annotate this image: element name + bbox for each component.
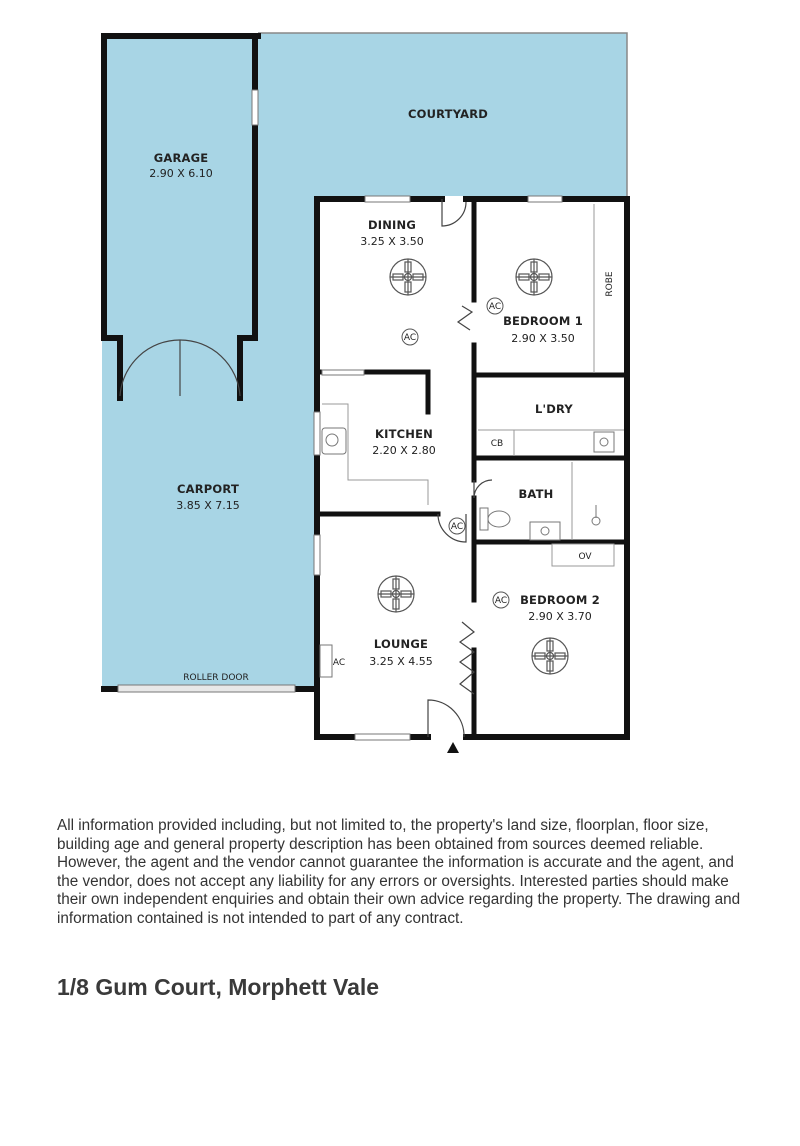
- carport-label: CARPORT: [177, 482, 239, 496]
- ac-vent-label: AC: [488, 302, 502, 312]
- ceiling-fan-icon: [532, 638, 568, 674]
- interior-walls: [320, 199, 627, 737]
- bedroom1-label: BEDROOM 1: [503, 314, 583, 328]
- robe-label: ROBE: [605, 271, 615, 297]
- laundry-tub-icon: [594, 432, 614, 452]
- bath-label: BATH: [518, 487, 554, 501]
- ac-vent-label: AC: [450, 522, 464, 532]
- dining-label: DINING: [368, 218, 416, 232]
- ac-vent-label: AC: [403, 333, 417, 343]
- ceiling-fan-icon: [390, 259, 426, 295]
- roller-door: [118, 685, 295, 692]
- entry-arrow: [447, 742, 459, 753]
- carport-area: [102, 193, 314, 688]
- kitchen-dims: 2.20 X 2.80: [372, 444, 436, 457]
- carport-dims: 3.85 X 7.15: [176, 499, 240, 512]
- ac-unit-label: AC: [332, 658, 346, 668]
- dining-dims: 3.25 X 3.50: [360, 235, 424, 248]
- toilet-icon: [480, 508, 510, 530]
- courtyard-label: COURTYARD: [407, 107, 489, 121]
- lounge-label: LOUNGE: [373, 637, 429, 651]
- vanity-icon: [530, 522, 560, 540]
- ceiling-fan-icon: [378, 576, 414, 612]
- bedroom2-label: BEDROOM 2: [520, 593, 600, 607]
- doors: [428, 199, 492, 737]
- roller-door-label: ROLLER DOOR: [183, 673, 249, 683]
- basin-icon: [541, 527, 549, 535]
- bedroom1-dims: 2.90 X 3.50: [511, 332, 575, 345]
- laundry-tub-drain-icon: [600, 438, 608, 446]
- cb-label: CB: [490, 439, 504, 449]
- laundry-label: L'DRY: [535, 402, 573, 416]
- garage-dims: 2.90 X 6.10: [149, 167, 213, 180]
- oven-label: OV: [578, 552, 592, 562]
- lounge-dims: 3.25 X 4.55: [369, 655, 433, 668]
- garage-label: GARAGE: [153, 151, 209, 165]
- ceiling-fan-icon: [516, 259, 552, 295]
- sink-basin-icon: [326, 434, 338, 446]
- garage-window: [252, 90, 258, 125]
- shower-icon: [592, 505, 600, 525]
- property-address: 1/8 Gum Court, Morphett Vale: [57, 974, 380, 1000]
- ac-unit-box: [320, 645, 332, 677]
- ac-vent-label: AC: [494, 596, 508, 606]
- kitchen-label: KITCHEN: [375, 427, 433, 441]
- bedroom2-dims: 2.90 X 3.70: [528, 610, 592, 623]
- disclaimer-text: All information provided including, but not limited to, the property's land size, floorplan, floor size, building age and general property description has been obtained from sources deemed reliable. However, the agent and the vendor cannot guarantee the information is accurate and the agent, and the vendor, does not accept any liability for any errors or oversights. Interested parties should make their own independent enquiries and obtain their own advice regarding the property. The drawing and information contained is not intended to part of any contract.: [57, 817, 741, 927]
